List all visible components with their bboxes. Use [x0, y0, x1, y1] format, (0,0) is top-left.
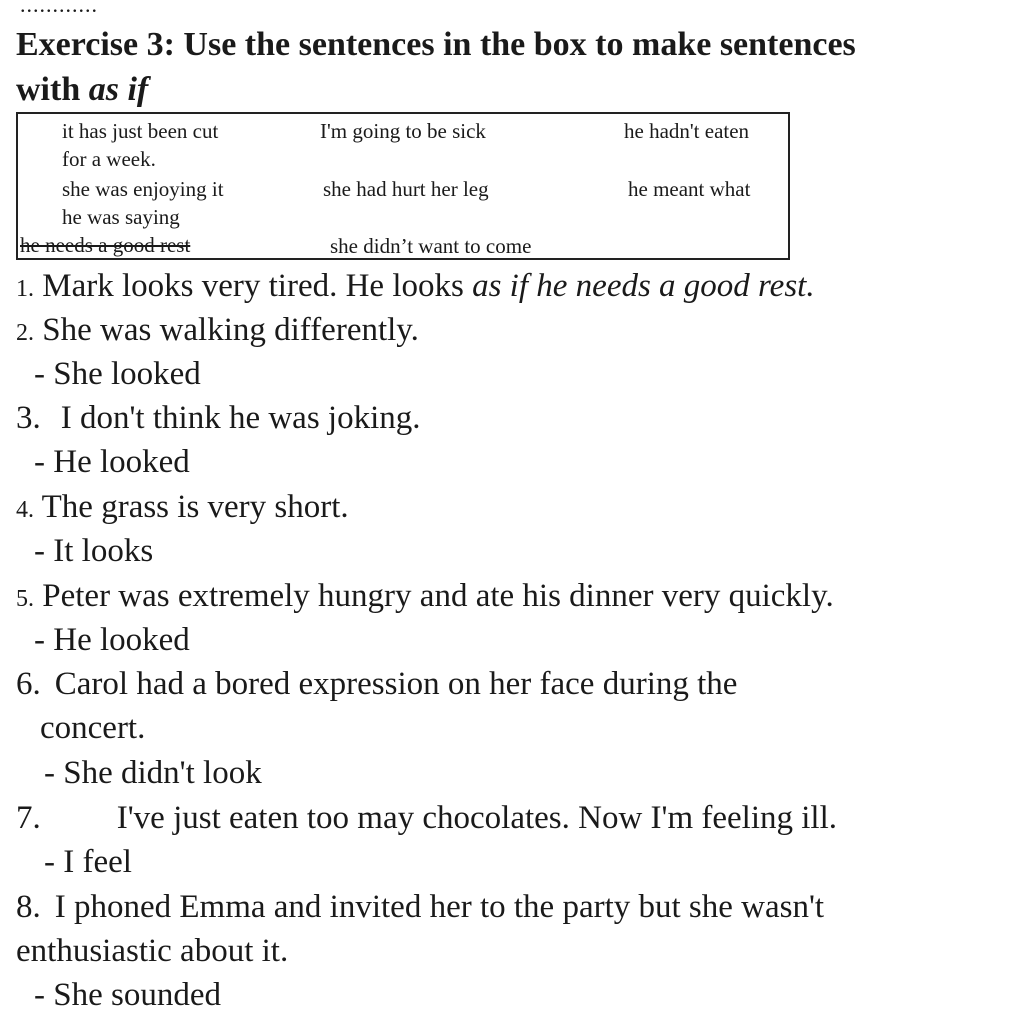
question-1 — [16, 266, 815, 309]
question-7 — [16, 798, 837, 838]
question-text: I phoned Emma and invited her to the party but she wasn't — [54, 889, 825, 925]
question-number: 2. — [16, 320, 34, 346]
question-2 — [16, 310, 419, 353]
exercise-title: Exercise 3: Use the sentences in the box to make sentences — [16, 26, 856, 63]
question-text: I've just eaten too may chocolates. Now I'm feeling ill. — [116, 800, 838, 836]
question-text-continued: enthusiastic about it. — [16, 933, 289, 969]
box-item: I'm going to be sick — [320, 119, 486, 143]
question-text: Peter was extremely hungry and ate his dinner very quickly. — [34, 578, 834, 614]
question-text-continued: concert. — [40, 710, 146, 746]
question-4 — [16, 487, 349, 530]
title-as-if: as if — [88, 71, 149, 108]
question-3 — [16, 398, 421, 438]
answer-prompt: - She didn't look — [44, 755, 262, 791]
word-box — [16, 112, 790, 260]
box-item: it has just been cut — [62, 119, 219, 143]
answer-prompt: - He looked — [34, 622, 190, 658]
answer-prompt: - I feel — [44, 844, 132, 880]
answer-prompt: - She sounded — [34, 977, 221, 1013]
question-number: 3. — [16, 400, 41, 436]
answer-prompt: - It looks — [34, 533, 154, 569]
question-5 — [16, 576, 834, 619]
box-item: for a week. — [62, 147, 156, 171]
question-text: Mark looks very tired. He looks — [34, 268, 473, 304]
question-number: 8. — [16, 889, 41, 925]
box-item: she was enjoying it — [62, 177, 224, 201]
question-number: 4. — [16, 497, 34, 523]
box-item: he meant what — [628, 177, 751, 201]
box-item: she had hurt her leg — [323, 177, 489, 201]
question-8 — [16, 887, 824, 927]
answer-prompt: - She looked — [34, 356, 201, 392]
question-6 — [16, 664, 737, 704]
title-with: with — [16, 71, 89, 108]
answer-prompt: - He looked — [34, 444, 190, 480]
leader-dots: ............ — [20, 0, 98, 17]
exercise-title-line2 — [16, 69, 148, 111]
question-text: Carol had a bored expression on her face during the — [54, 666, 738, 702]
question-number: 6. — [16, 666, 41, 702]
example-answer: as if he needs a good rest. — [472, 268, 815, 304]
question-text: She was walking differently. — [34, 312, 419, 348]
box-item-used: he needs a good rest — [20, 233, 191, 257]
question-number: 1. — [16, 276, 34, 302]
question-text: I don't think he was joking. — [60, 400, 421, 436]
box-item: he hadn't eaten — [624, 119, 750, 143]
box-item: he was saying — [62, 205, 180, 229]
question-text: The grass is very short. — [34, 489, 349, 525]
question-number: 5. — [16, 586, 34, 612]
question-number: 7. — [16, 800, 41, 836]
box-item: she didn’t want to come — [330, 234, 532, 258]
